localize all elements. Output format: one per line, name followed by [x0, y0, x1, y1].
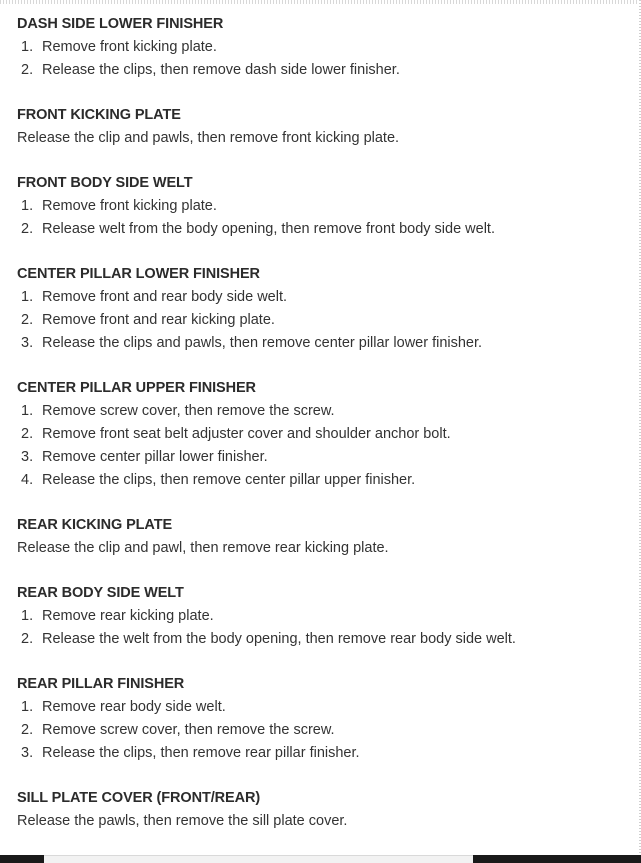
step-number: 1. — [21, 608, 34, 624]
step-item — [17, 446, 627, 469]
step-text: Release welt from the body opening, then remove front body side welt. — [42, 221, 495, 237]
scrollbar-right-segment — [473, 855, 641, 863]
step-text: Release the clips and pawls, then remove center pillar lower finisher. — [42, 335, 483, 351]
section-text: Release the pawls, then remove the sill plate cover. — [17, 813, 348, 829]
step-list — [17, 605, 627, 651]
scrollbar-thumb[interactable] — [44, 855, 473, 863]
section-title: CENTER PILLAR LOWER FINISHER — [17, 266, 260, 282]
section-title: REAR PILLAR FINISHER — [17, 676, 185, 692]
step-number: 1. — [21, 699, 34, 715]
step-text: Remove rear body side welt. — [42, 699, 226, 715]
step-number: 1. — [21, 403, 34, 419]
step-number: 1. — [21, 198, 34, 214]
step-item — [17, 59, 627, 82]
step-text: Release the clips, then remove rear pillar finisher. — [42, 745, 360, 761]
step-item — [17, 628, 627, 651]
scrollbar-left-segment — [0, 855, 44, 863]
step-text: Release the clips, then remove dash side lower finisher. — [42, 62, 400, 78]
section-rear-pillar-finisher — [17, 674, 627, 765]
step-number: 2. — [21, 426, 34, 442]
step-item — [17, 286, 627, 309]
section-rear-body-side-welt — [17, 583, 627, 651]
bottom-scrollbar[interactable] — [0, 855, 641, 863]
step-text: Release the clips, then remove center pillar upper finisher. — [42, 472, 416, 488]
section-dash-side-lower-finisher — [17, 14, 627, 82]
step-list — [17, 696, 627, 765]
step-text: Remove rear kicking plate. — [42, 608, 214, 624]
step-number: 2. — [21, 722, 34, 738]
step-number: 2. — [21, 631, 34, 647]
step-number: 4. — [21, 472, 34, 488]
section-title: REAR KICKING PLATE — [17, 517, 173, 533]
section-title: REAR BODY SIDE WELT — [17, 585, 184, 601]
step-text: Remove front kicking plate. — [42, 39, 217, 55]
section-sill-plate-cover — [17, 788, 627, 833]
step-text: Remove front seat belt adjuster cover and shoulder anchor bolt. — [42, 426, 451, 442]
step-number: 2. — [21, 312, 34, 328]
step-item — [17, 309, 627, 332]
step-item — [17, 742, 627, 765]
section-title: FRONT KICKING PLATE — [17, 107, 181, 123]
section-front-body-side-welt — [17, 173, 627, 241]
section-text: Release the clip and pawl, then remove rear kicking plate. — [17, 540, 389, 556]
section-title: CENTER PILLAR UPPER FINISHER — [17, 380, 256, 396]
section-center-pillar-lower-finisher — [17, 264, 627, 355]
section-center-pillar-upper-finisher — [17, 378, 627, 492]
step-list — [17, 195, 627, 241]
section-title: SILL PLATE COVER (FRONT/REAR) — [17, 790, 261, 806]
step-text: Remove front kicking plate. — [42, 198, 217, 214]
step-number: 3. — [21, 745, 34, 761]
step-item — [17, 719, 627, 742]
step-item — [17, 605, 627, 628]
step-item — [17, 696, 627, 719]
step-text: Remove center pillar lower finisher. — [42, 449, 268, 465]
step-number: 2. — [21, 62, 34, 78]
step-item — [17, 400, 627, 423]
step-item — [17, 195, 627, 218]
step-number: 1. — [21, 39, 34, 55]
step-text: Remove screw cover, then remove the screw. — [42, 403, 335, 419]
section-title: FRONT BODY SIDE WELT — [17, 175, 193, 191]
top-edge-border — [0, 0, 641, 4]
step-text: Remove front and rear body side welt. — [42, 289, 288, 305]
section-front-kicking-plate — [17, 105, 627, 150]
step-list — [17, 286, 627, 355]
step-item — [17, 36, 627, 59]
section-rear-kicking-plate — [17, 515, 627, 560]
step-item — [17, 469, 627, 492]
step-number: 3. — [21, 449, 34, 465]
instructions-content — [17, 14, 627, 856]
section-text: Release the clip and pawls, then remove front kicking plate. — [17, 130, 400, 146]
step-list — [17, 400, 627, 492]
step-item — [17, 423, 627, 446]
step-number: 1. — [21, 289, 34, 305]
step-item — [17, 332, 627, 355]
step-item — [17, 218, 627, 241]
step-text: Release the welt from the body opening, then remove rear body side welt. — [42, 631, 516, 647]
section-title: DASH SIDE LOWER FINISHER — [17, 16, 224, 32]
step-number: 2. — [21, 221, 34, 237]
step-text: Remove front and rear kicking plate. — [42, 312, 275, 328]
step-number: 3. — [21, 335, 34, 351]
step-list — [17, 36, 627, 82]
step-text: Remove screw cover, then remove the screw. — [42, 722, 335, 738]
